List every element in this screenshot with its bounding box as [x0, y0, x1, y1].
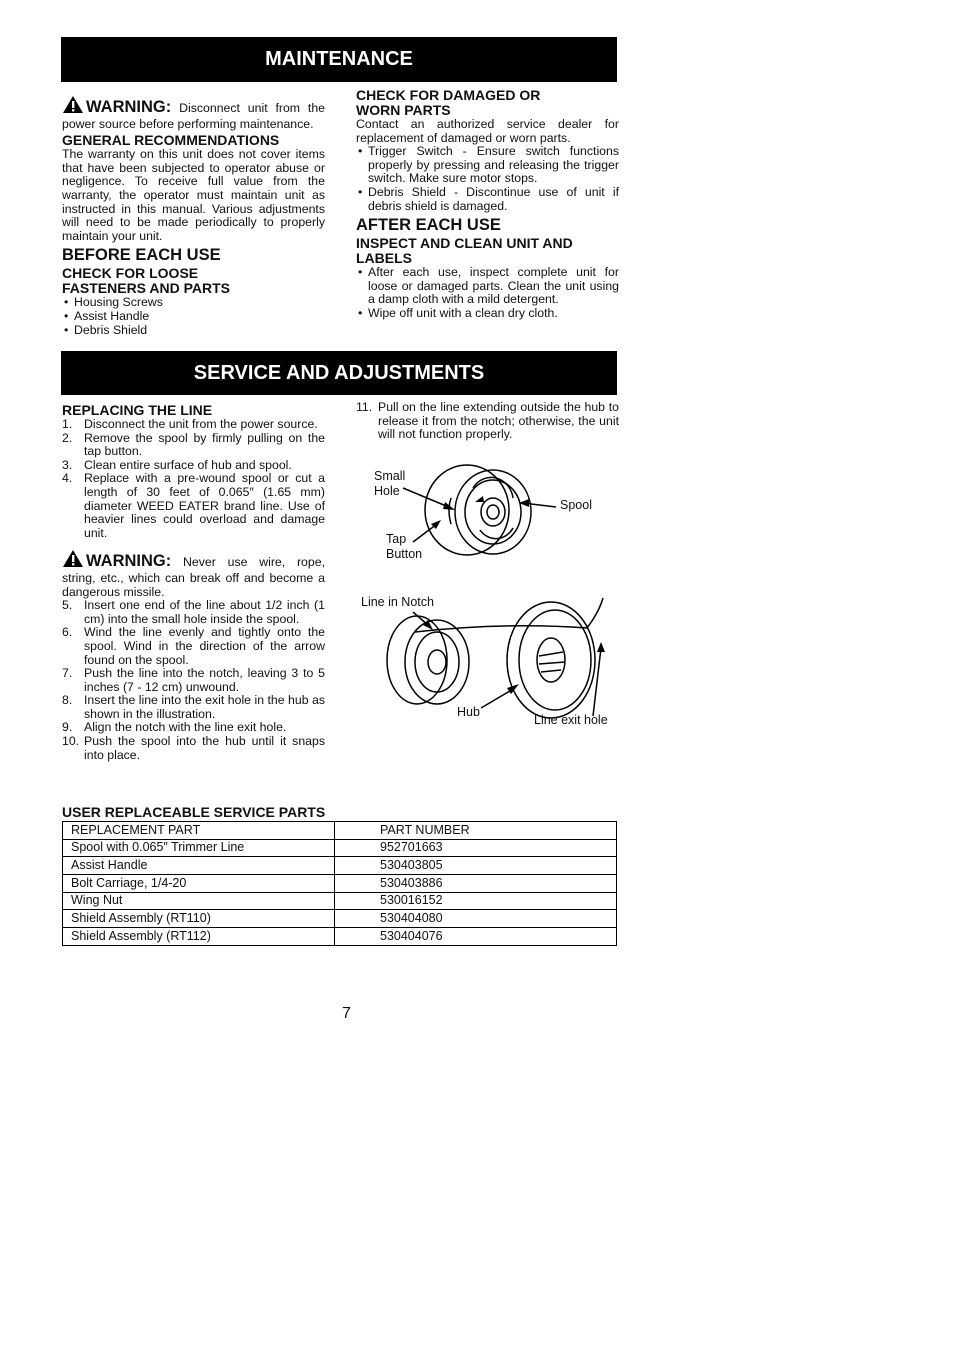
part-number: 530403886	[335, 875, 617, 893]
replacing-line-heading: REPLACING THE LINE	[62, 402, 213, 418]
column-header: REPLACEMENT PART	[63, 822, 335, 840]
parts-section	[62, 803, 618, 946]
column-header: PART NUMBER	[335, 822, 617, 840]
service-warning	[62, 549, 325, 599]
table-row	[63, 910, 617, 928]
part-name: Wing Nut	[63, 892, 335, 910]
service-right-column	[356, 401, 619, 442]
list-item: • After each use, inspect complete unit for loose or damaged parts. Clean the unit using a damp cloth with a mild detergent.	[358, 265, 619, 307]
hub-label: Hub	[457, 705, 480, 719]
part-name: Shield Assembly (RT112)	[63, 928, 335, 946]
part-name: Shield Assembly (RT110)	[63, 910, 335, 928]
table-row	[63, 875, 617, 893]
steps-list-c	[356, 401, 619, 442]
parts-heading: USER REPLACEABLE SERVICE PARTS	[62, 804, 326, 820]
part-number: 530404080	[335, 910, 617, 928]
line-exit-hole-label: Line exit hole	[534, 713, 608, 727]
list-item: • Trigger Switch - Ensure switch functions properly by pressing and releasing the trigger switch. Make sure motor stops.	[358, 144, 619, 186]
step-item: 5. Insert one end of the line about 1/2 inch (1 cm) into the small hole inside the spool.	[62, 598, 325, 626]
part-name: Spool with 0.065″ Trimmer Line	[63, 839, 335, 857]
step-item: 8. Insert the line into the exit hole in the hub as shown in the illustration.	[62, 693, 325, 721]
table-row	[63, 839, 617, 857]
tap-button-label: Tap Button	[386, 532, 423, 561]
damaged-parts-list	[356, 145, 619, 213]
warning-triangle-icon	[62, 549, 84, 572]
general-recommendations-heading: GENERAL RECOMMENDATIONS	[62, 132, 280, 149]
step-item: 9. Align the notch with the line exit hole.	[62, 720, 287, 735]
part-number: 530016152	[335, 892, 617, 910]
steps-list-a	[62, 418, 325, 540]
check-loose-heading: CHECK FOR LOOSE FASTENERS AND PARTS	[62, 265, 231, 297]
table-header-row	[63, 822, 617, 840]
service-left-column	[62, 401, 325, 762]
before-each-use-heading: BEFORE EACH USE	[62, 246, 221, 265]
warning-triangle-icon	[62, 95, 84, 118]
loose-parts-list	[62, 296, 325, 337]
part-number: 530404076	[335, 928, 617, 946]
part-name: Bolt Carriage, 1/4-20	[63, 875, 335, 893]
step-item: 3. Clean entire surface of hub and spool.	[62, 457, 292, 472]
hub-illustration	[355, 592, 617, 732]
step-item: 7. Push the line into the notch, leaving 3 to 5 inches (7 - 12 cm) unwound.	[62, 666, 325, 694]
page-number: 7	[342, 1005, 351, 1022]
service-banner	[61, 351, 617, 395]
warning-text: Disconnect unit from the power source before performing maintenance.	[62, 101, 325, 131]
step-item: 10. Push the spool into the hub until it snaps into place.	[62, 734, 325, 762]
step-item: 2. Remove the spool by firmly pulling on the tap button.	[62, 430, 325, 459]
warning-text: Never use wire, rope, string, etc., which can break off and become a dangerous missile.	[62, 555, 325, 599]
after-each-use-heading: AFTER EACH USE	[356, 216, 501, 235]
line-in-notch-label: Line in Notch	[361, 595, 434, 609]
inspect-list	[356, 266, 619, 320]
step-item: 6. Wind the line evenly and tightly onto the spool. Wind in the direction of the arrow found on the spool.	[62, 625, 325, 667]
general-recommendations-text: The warranty on this unit does not cover items that have been subjected to operator abuse or negligence. To receive full value from the warranty, the operator must maintain unit as instructed in this manual. Various adjustments will need to be made periodically to properly maintain your unit.	[62, 147, 325, 243]
part-number: 530403805	[335, 857, 617, 875]
list-item: • Wipe off unit with a clean dry cloth.	[358, 305, 558, 320]
table-row	[63, 928, 617, 946]
list-item: • Housing Screws	[64, 295, 163, 310]
check-damaged-text: Contact an authorized service dealer for replacement of damaged or worn parts.	[356, 117, 619, 145]
step-item: 4. Replace with a pre-wound spool or cut a length of 30 feet of 0.065″ (1.65 mm) diameter WEED EATER brand line. Use of heavier lines could overload and damage unit.	[62, 471, 325, 540]
service-title: SERVICE AND ADJUSTMENTS	[193, 362, 485, 384]
step-item: 11. Pull on the line extending outside the hub to release it from the notch; otherwise, the unit will not function properly.	[356, 400, 619, 442]
part-name: Assist Handle	[63, 857, 335, 875]
parts-table	[62, 821, 617, 946]
steps-list-b	[62, 599, 325, 762]
part-number: 952701663	[335, 839, 617, 857]
inspect-clean-heading: INSPECT AND CLEAN UNIT AND LABELS	[356, 235, 573, 267]
small-hole-label: Small Hole	[374, 469, 406, 498]
maintenance-title: MAINTENANCE	[265, 48, 413, 70]
maintenance-banner	[61, 37, 617, 82]
warning-label: WARNING:	[86, 552, 172, 571]
table-row	[63, 892, 617, 910]
maintenance-left-column	[62, 95, 325, 337]
list-item: • Debris Shield - Discontinue use of unit if debris shield is damaged.	[358, 184, 619, 213]
maintenance-warning	[62, 95, 325, 131]
check-damaged-heading: CHECK FOR DAMAGED OR WORN PARTS	[356, 87, 541, 118]
maintenance-right-column	[356, 86, 619, 321]
list-item: • Debris Shield	[64, 322, 148, 337]
spool-label: Spool	[560, 498, 592, 512]
table-row	[63, 857, 617, 875]
list-item: • Assist Handle	[64, 308, 150, 323]
step-item: 1. Disconnect the unit from the power source.	[62, 417, 318, 431]
warning-label: WARNING:	[86, 98, 172, 116]
